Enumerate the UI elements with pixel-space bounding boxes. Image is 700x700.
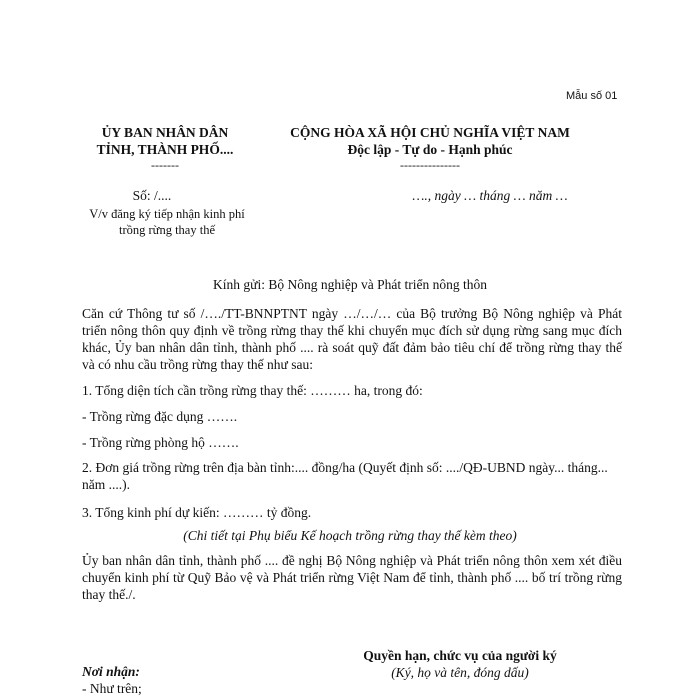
- item-unit-price: 2. Đơn giá trồng rừng trên địa bàn tỉnh:.... đồng/ha (Quyết định số: ..../QĐ-UBND ngày... tháng... năm ....).: [82, 460, 608, 492]
- form-code: Mẫu số 01: [566, 90, 618, 102]
- recipients-heading: Nơi nhận:: [82, 664, 140, 679]
- item-protection-forest: - Trồng rừng phòng hộ …….: [82, 435, 239, 450]
- intro-paragraph: Căn cứ Thông tư số /…./TT-BNNPTNT ngày …/…/… của Bộ trưởng Bộ Nông nghiệp và Phát triển nông thôn quy định về trồng rừng thay thế khi chuyển mục đích sử dụng rừng sang mục đích khác, Ủy ban nhân dân tỉnh, thành phố .... rà soát quỹ đất đảm bảo tiêu chí để trồng rừng thay thế và có nhu cầu trồng rừng thay thế như sau:: [82, 306, 622, 372]
- national-divider: ---------------: [400, 158, 460, 172]
- document-subject: [72, 206, 262, 238]
- subject-line-2: trồng rừng thay thế: [119, 223, 215, 237]
- agency-line-2: TỈNH, THÀNH PHỐ....: [96, 142, 234, 157]
- request-paragraph: Ủy ban nhân dân tỉnh, thành phố .... đề nghị Bộ Nông nghiệp và Phát triển nông thôn xem xét điều chuyển kinh phí từ Quỹ Bảo vệ và Phát triển rừng Việt Nam để tỉnh, thành phố .... bố trí trồng rừng thay thế./.: [82, 553, 622, 602]
- issuing-agency-header: [70, 124, 260, 172]
- signature-block: [340, 647, 580, 681]
- national-header: [270, 124, 590, 172]
- item-total-budget: 3. Tổng kinh phí dự kiến: ……… tỷ đồng.: [82, 505, 312, 520]
- national-motto: Độc lập - Tự do - Hạnh phúc: [347, 142, 513, 157]
- addressee: Kính gửi: Bộ Nông nghiệp và Phát triển nông thôn: [213, 277, 487, 292]
- appendix-note: (Chi tiết tại Phụ biểu Kế hoạch trồng rừng thay thế kèm theo): [183, 528, 517, 543]
- document-date: …., ngày … tháng … năm …: [412, 188, 568, 203]
- signer-title: Quyền hạn, chức vụ của người ký: [363, 648, 557, 663]
- document-number: Số: /....: [132, 188, 172, 203]
- signer-note: (Ký, họ và tên, đóng dấu): [391, 665, 529, 680]
- recipients-block: [82, 663, 142, 697]
- national-title: CỘNG HÒA XÃ HỘI CHỦ NGHĨA VIỆT NAM: [290, 125, 570, 140]
- item-special-use-forest: - Trồng rừng đặc dụng …….: [82, 409, 238, 424]
- item-total-area: 1. Tổng diện tích cần trồng rừng thay thế: ……… ha, trong đó:: [82, 383, 423, 398]
- agency-divider: -------: [151, 158, 179, 172]
- subject-line-1: V/v đăng ký tiếp nhận kinh phí: [89, 207, 245, 221]
- recipient-line: - Như trên;: [82, 681, 142, 696]
- agency-line-1: ỦY BAN NHÂN DÂN: [101, 125, 229, 140]
